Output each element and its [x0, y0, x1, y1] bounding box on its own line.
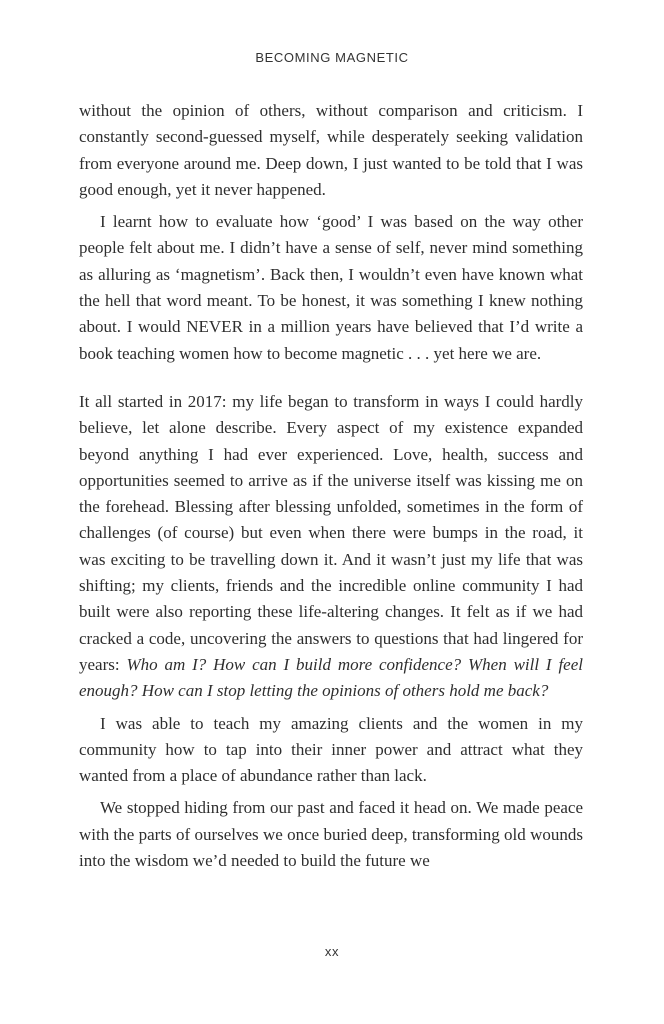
paragraph-1: without the opinion of others, without comparison and criticism. I constantly second-guessed myself, while desperately seeking validation from everyone around me. Deep down, I just wanted to be told that I was good enough, yet it never happened. — [79, 101, 583, 199]
body-text — [79, 98, 583, 874]
running-head: BECOMING MAGNETIC — [255, 50, 409, 65]
paragraph-3-italic-questions: Who am I? How can I build more confidence? When will I feel enough? How can I stop letting the opinions of others hold me back? — [79, 654, 583, 701]
paragraph-5: We stopped hiding from our past and faced it head on. We made peace with the parts of ourselves we once buried deep, transforming old wounds into the wisdom we’d needed to build the future we — [79, 798, 583, 871]
paragraph-3-text: It all started in 2017: my life began to transform in ways I could hardly believe, let alone describe. Every aspect of my existence expanded beyond anything I had ever experienced. Love, health, success and opportunities seemed to arrive as if the universe itself was kissing me on the forehead. Blessing after blessing unfolded, sometimes in the form of challenges (of course) but even when there were bumps in the road, it was exciting to be travelling down it. And it wasn’t just my life that was shifting; my clients, friends and the incredible online community I had built were also reporting these life-altering changes. It felt as if we had cracked a code, uncovering the answers to questions that had lingered for years: — [79, 391, 583, 674]
paragraph-2: I learnt how to evaluate how ‘good’ I was based on the way other people felt about me. I didn’t have a sense of self, never mind something as alluring as ‘magnetism’. Back then, I wouldn’t even have known what the hell that word meant. To be honest, it was something I knew nothing about. I would NEVER in a million years have believed that I’d write a book teaching women how to become magnetic . . . yet here we are. — [79, 212, 583, 363]
page-number: xx — [324, 944, 340, 959]
paragraph-3 — [79, 389, 583, 705]
paragraph-4: I was able to teach my amazing clients and the women in my community how to tap into their inner power and attract what they wanted from a place of abundance rather than lack. — [79, 713, 583, 786]
